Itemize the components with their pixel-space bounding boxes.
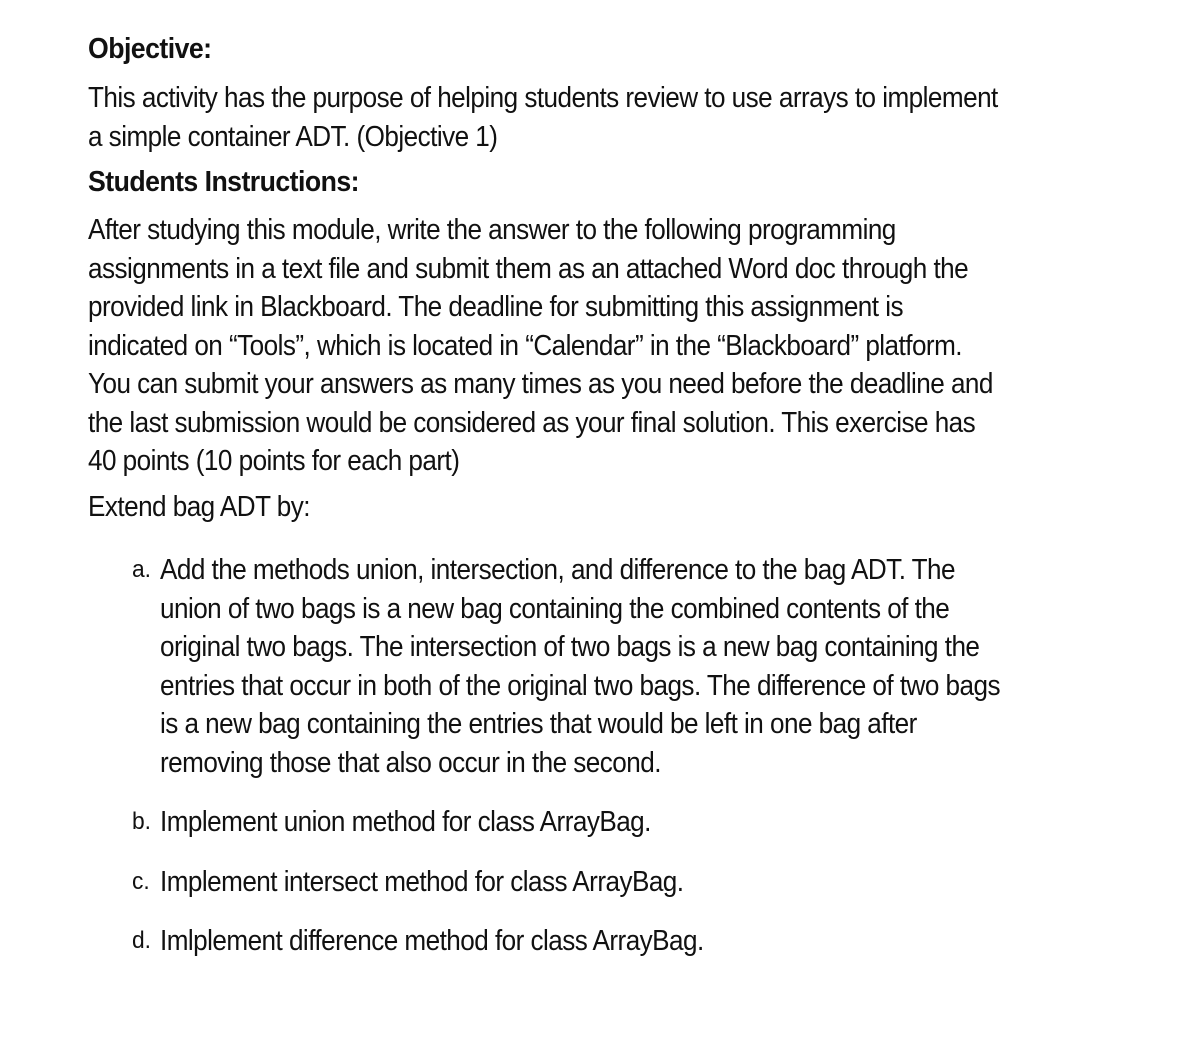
list-item-a [88, 551, 1068, 782]
objective-heading: Objective: [88, 33, 212, 65]
list-item-b [88, 803, 1068, 842]
objective-text: This activity has the purpose of helping students review to use arrays to implement a simple container ADT. (Objective 1) [88, 82, 998, 153]
list-item-text: Implement union method for class ArrayBag. [160, 806, 651, 838]
list-marker: d. [132, 927, 152, 954]
task-list [88, 551, 1068, 961]
list-item-c [88, 863, 1068, 902]
list-marker: a. [132, 556, 152, 583]
list-item-text: Imlplement difference method for class ArrayBag. [160, 925, 704, 957]
list-item-text: Add the methods union, intersection, and difference to the bag ADT. The union of two bags is a new bag containing the combined contents of the original two bags. The intersection of two bags is a new bag containing the entries that occur in both of the original two bags. The difference of two bags is a new bag containing the entries that would be left in one bag after removing those that also occur in the second. [160, 554, 1000, 779]
extend-intro-text: Extend bag ADT by: [88, 490, 310, 523]
list-marker: c. [132, 867, 150, 895]
list-marker: b. [132, 808, 152, 835]
instructions-text: After studying this module, write the answer to the following programming assignments in a text file and submit them as an attached Word doc through the provided link in Blackboard. The deadline for submitting this assignment is indicated on “Tools”, which is located in “Calendar” in the “Blackboard” platform. You can submit your answers as many times as you need before the deadline and the last submission would be considered as your final solution. This exercise has 40 points (10 points for each part) [88, 214, 993, 477]
instructions-heading: Students Instructions: [88, 166, 359, 198]
document [88, 28, 1068, 982]
list-item-d [88, 922, 1068, 961]
list-item-text: Implement intersect method for class ArrayBag. [160, 865, 684, 898]
